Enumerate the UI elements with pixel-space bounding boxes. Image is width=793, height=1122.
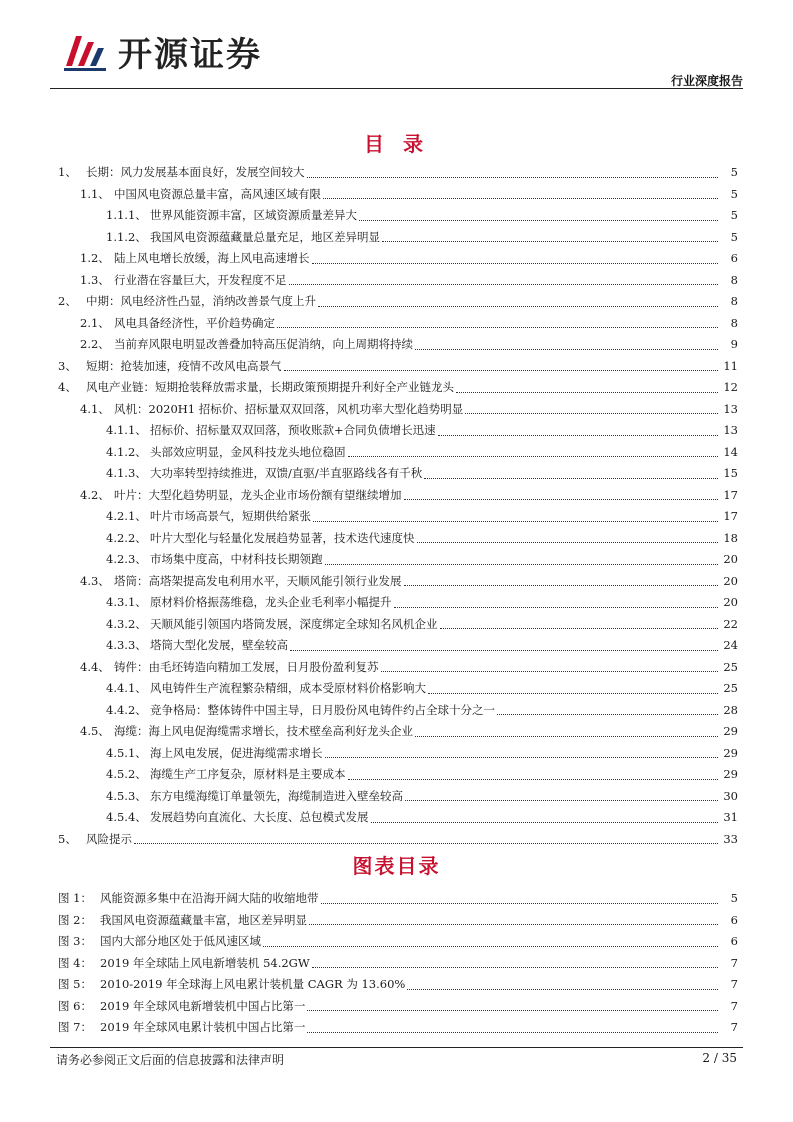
- toc-entry-number: 4.2.2、: [106, 530, 147, 545]
- toc-entry-page: 33: [723, 831, 738, 846]
- toc-entry-page: 30: [723, 788, 738, 803]
- toc-entry-text: 塔筒：高塔架提高发电利用水平，天顺风能引领行业发展: [114, 573, 402, 588]
- toc-entry-text: 短期：抢装加速，疫情不改风电高景气: [86, 358, 282, 373]
- toc-entry-page: 13: [723, 423, 738, 437]
- figure-entry-row[interactable]: [58, 953, 738, 975]
- toc-entry-row[interactable]: [58, 205, 738, 227]
- toc-entry-number: 1、: [58, 165, 77, 179]
- toc-entry-leader-dots: [465, 412, 718, 414]
- toc-entry-text: 风机：2020H1 招标价、招标量双双回落，风机功率大型化趋势明显: [114, 401, 464, 416]
- toc-entry-row[interactable]: [58, 829, 738, 851]
- page-header: [0, 0, 793, 90]
- toc-entry-row[interactable]: [58, 463, 738, 485]
- figure-entry-text: 2019 年全球风电新增装机中国占比第一: [100, 998, 306, 1013]
- toc-entry-leader-dots: [405, 799, 718, 801]
- toc-entry-text: 发展趋势向直流化、大长度、总包模式发展: [150, 810, 369, 824]
- toc-entry-leader-dots: [348, 455, 719, 457]
- figure-entry-leader-dots: [309, 923, 718, 925]
- figure-entry-text: 2010-2019 年全球海上风电累计装机量 CAGR 为 13.60%: [100, 977, 406, 991]
- toc-entry-text: 陆上风电增长放缓，海上风电高速增长: [114, 251, 310, 265]
- toc-entry-text: 招标价、招标量双双回落，预收账款+合同负债增长迅速: [150, 423, 436, 437]
- toc-entry-text: 中国风电资源总量丰富，高风速区域有限: [114, 186, 321, 201]
- toc-entry-page: 18: [723, 530, 738, 545]
- toc-entry-text: 铸件：由毛坯铸造向精加工发展，日月股份盈利复苏: [114, 659, 379, 674]
- toc-entry-number: 4.5.3、: [106, 788, 147, 803]
- toc-entry-number: 4.4.2、: [106, 702, 147, 717]
- toc-entry-page: 15: [723, 466, 738, 480]
- toc-entry-page: 25: [723, 659, 738, 674]
- toc-entry-row[interactable]: [58, 506, 738, 528]
- toc-entry-leader-dots: [134, 842, 718, 844]
- figure-entry-number: 图 6：: [58, 998, 92, 1013]
- toc-entry-page: 8: [730, 272, 738, 287]
- toc-entry-leader-dots: [415, 735, 718, 737]
- toc-entry-text: 风险提示: [86, 831, 132, 846]
- figure-entry-page: 7: [730, 1020, 738, 1034]
- toc-entry-leader-dots: [404, 498, 719, 500]
- toc-entry-number: 4.2、: [80, 487, 110, 502]
- toc-entry-number: 4.1.1、: [106, 423, 147, 437]
- toc-entry-page: 22: [723, 616, 738, 631]
- toc-entry-number: 4.1.3、: [106, 466, 147, 480]
- figure-entry-number: 图 7：: [58, 1020, 92, 1034]
- toc-entry-row[interactable]: [58, 721, 738, 743]
- toc-entry-leader-dots: [382, 240, 718, 242]
- toc-entry-row[interactable]: [58, 313, 738, 335]
- toc-entry-leader-dots: [438, 434, 718, 436]
- toc-entry-number: 1.1.2、: [106, 229, 147, 244]
- toc-entry-row[interactable]: [58, 162, 738, 184]
- toc-entry-number: 4.5.2、: [106, 767, 147, 781]
- figure-list: [58, 888, 738, 1039]
- toc-entry-row[interactable]: [58, 614, 738, 636]
- toc-entry-row[interactable]: [58, 399, 738, 421]
- toc-entry-text: 天顺风能引领国内塔筒发展，深度绑定全球知名风机企业: [150, 616, 438, 631]
- toc-entry-row[interactable]: [58, 377, 738, 399]
- toc-entry-text: 竞争格局：整体铸件中国主导，日月股份风电铸件约占全球十分之一: [150, 702, 495, 717]
- toc-entry-leader-dots: [325, 563, 719, 565]
- toc-entry-number: 1.1、: [80, 186, 110, 201]
- toc-entry-text: 海上风电发展，促进海缆需求增长: [150, 745, 323, 760]
- figure-entry-row[interactable]: [58, 931, 738, 953]
- footer-disclaimer: 请务必参阅正文后面的信息披露和法律声明: [56, 1053, 285, 1067]
- toc-entry-leader-dots: [415, 348, 718, 350]
- toc-entry-number: 1.1.1、: [106, 208, 147, 222]
- toc-entry-leader-dots: [456, 391, 718, 393]
- figure-entry-leader-dots: [307, 1031, 718, 1033]
- toc-entry-number: 1.2、: [80, 251, 110, 265]
- toc-entry-row[interactable]: [58, 700, 738, 722]
- figure-entry-page: 7: [730, 977, 738, 991]
- toc-entry-number: 3、: [58, 358, 77, 373]
- toc-entry-leader-dots: [323, 197, 718, 199]
- toc-entry-page: 9: [730, 337, 738, 351]
- figure-entry-row[interactable]: [58, 1017, 738, 1039]
- toc-entry-page: 24: [723, 638, 738, 652]
- toc-entry-leader-dots: [497, 713, 718, 715]
- toc-entry-number: 4.1、: [80, 401, 110, 416]
- toc-entry-number: 4.4、: [80, 659, 110, 674]
- toc-entry-text: 海缆生产工序复杂，原材料是主要成本: [150, 767, 346, 781]
- toc-entry-number: 4.3、: [80, 573, 110, 588]
- toc-entry-leader-dots: [371, 821, 719, 823]
- page-indicator: 2 / 35: [702, 1051, 737, 1065]
- toc-entry-page: 5: [730, 229, 738, 244]
- toc-entry-page: 14: [723, 444, 738, 459]
- figure-entry-page: 5: [730, 891, 738, 905]
- toc-entry-row[interactable]: [58, 764, 738, 786]
- toc-entry-text: 海缆：海上风电促海缆需求增长，技术壁垒高利好龙头企业: [114, 724, 413, 738]
- toc-entry-text: 风电产业链：短期抢装释放需求量，长期政策预期提升利好全产业链龙头: [86, 380, 454, 394]
- toc-entry-page: 5: [730, 165, 738, 179]
- toc-entry-row[interactable]: [58, 184, 738, 206]
- toc-entry-page: 29: [723, 767, 738, 781]
- toc-entry-leader-dots: [289, 283, 719, 285]
- toc-entry-row[interactable]: [58, 743, 738, 765]
- figure-entry-leader-dots: [321, 902, 719, 904]
- toc-entry-text: 头部效应明显，金风科技龙头地位稳固: [150, 444, 346, 459]
- toc-entry-page: 5: [730, 186, 738, 201]
- figure-entry-number: 图 4：: [58, 955, 92, 970]
- toc-entry-text: 行业潜在容量巨大，开发程度不足: [114, 272, 287, 287]
- toc-entry-row[interactable]: [58, 291, 738, 313]
- toc-entry-text: 风电具备经济性，平价趋势确定: [114, 315, 275, 330]
- toc-entry-leader-dots: [440, 627, 719, 629]
- toc-entry-row[interactable]: [58, 592, 738, 614]
- toc-entry-leader-dots: [312, 262, 719, 264]
- figure-entry-text: 2019 年全球风电累计装机中国占比第一: [100, 1020, 306, 1034]
- logo-text: 开源证券: [118, 34, 262, 75]
- toc-entry-number: 2.1、: [80, 315, 110, 330]
- toc-entry-page: 25: [723, 681, 738, 695]
- toc-entry-page: 31: [723, 810, 738, 824]
- toc-entry-page: 17: [723, 509, 738, 523]
- toc-entry-text: 世界风能资源丰富，区域资源质量差异大: [150, 208, 357, 222]
- toc-entry-page: 28: [723, 702, 738, 717]
- toc-entry-page: 8: [730, 294, 738, 308]
- figure-entry-page: 6: [730, 934, 738, 948]
- toc-entry-row[interactable]: [58, 227, 738, 249]
- toc-entry-leader-dots: [348, 778, 719, 780]
- figure-entry-leader-dots: [407, 988, 718, 990]
- toc-entry-row[interactable]: [58, 678, 738, 700]
- figure-entry-page: 7: [730, 998, 738, 1013]
- figure-entry-row[interactable]: [58, 910, 738, 932]
- toc-entry-leader-dots: [284, 369, 719, 371]
- figure-entry-number: 图 5：: [58, 977, 92, 991]
- toc-entry-text: 叶片：大型化趋势明显，龙头企业市场份额有望继续增加: [114, 487, 402, 502]
- toc-entry-row[interactable]: [58, 549, 738, 571]
- toc-entry-number: 5、: [58, 831, 77, 846]
- toc-entry-page: 13: [723, 401, 738, 416]
- toc-entry-row[interactable]: [58, 786, 738, 808]
- toc-entry-text: 原材料价格振荡维稳，龙头企业毛利率小幅提升: [150, 595, 392, 609]
- figure-entry-row[interactable]: [58, 888, 738, 910]
- figure-entry-text: 我国风电资源蕴藏量丰富，地区差异明显: [100, 912, 307, 927]
- header-divider: [50, 88, 743, 89]
- toc-entry-leader-dots: [277, 326, 718, 328]
- toc-entry-number: 1.3、: [80, 272, 110, 287]
- toc-entry-leader-dots: [325, 756, 719, 758]
- toc-entry-leader-dots: [394, 606, 719, 608]
- toc-entry-row[interactable]: [58, 334, 738, 356]
- toc-entry-leader-dots: [424, 477, 718, 479]
- toc-entry-page: 6: [730, 251, 738, 265]
- figure-entry-leader-dots: [307, 1009, 718, 1011]
- figure-entry-text: 国内大部分地区处于低风速区域: [100, 934, 261, 948]
- toc-entry-number: 2.2、: [80, 337, 110, 351]
- toc-entry-page: 11: [723, 358, 738, 373]
- toc-entry-leader-dots: [359, 219, 718, 221]
- toc-entry-leader-dots: [313, 520, 718, 522]
- logo-mark-icon: [62, 28, 108, 74]
- figure-entry-row[interactable]: [58, 996, 738, 1018]
- company-logo: [62, 26, 262, 76]
- toc-entry-text: 市场集中度高，中材科技长期领跑: [150, 552, 323, 566]
- toc-entry-page: 29: [723, 724, 738, 738]
- figure-entry-page: 6: [730, 912, 738, 927]
- footer-divider: [50, 1047, 743, 1048]
- toc-entry-text: 塔筒大型化发展，壁垒较高: [150, 638, 288, 652]
- toc-entry-number: 4.5、: [80, 724, 110, 738]
- toc-entry-number: 4.5.4、: [106, 810, 147, 824]
- toc-entry-number: 4.2.1、: [106, 509, 147, 523]
- toc-entry-page: 8: [730, 315, 738, 330]
- toc-entry-leader-dots: [404, 584, 719, 586]
- toc-entry-row[interactable]: [58, 807, 738, 829]
- toc-entry-number: 4.3.3、: [106, 638, 147, 652]
- figure-entry-number: 图 2：: [58, 912, 92, 927]
- toc-entry-text: 我国风电资源蕴藏量总量充足，地区差异明显: [150, 229, 380, 244]
- toc-entry-number: 4.4.1、: [106, 681, 147, 695]
- toc-entry-text: 长期：风力发展基本面良好，发展空间较大: [86, 165, 305, 179]
- toc-entry-page: 20: [723, 552, 738, 566]
- report-type-label: 行业深度报告: [670, 74, 743, 88]
- toc-entry-leader-dots: [428, 692, 718, 694]
- toc-entry-leader-dots: [307, 176, 719, 178]
- toc-entry-row[interactable]: [58, 420, 738, 442]
- toc-entry-page: 20: [723, 595, 738, 609]
- toc-entry-page: 12: [723, 380, 738, 394]
- toc-entry-number: 4.2.3、: [106, 552, 147, 566]
- toc-entry-number: 4、: [58, 380, 77, 394]
- figure-entry-row[interactable]: [58, 974, 738, 996]
- toc-entry-row[interactable]: [58, 356, 738, 378]
- toc-entry-page: 29: [723, 745, 738, 760]
- toc-entry-leader-dots: [381, 670, 719, 672]
- toc-entry-text: 当前弃风限电明显改善叠加特高压促消纳，向上周期将持续: [114, 337, 413, 351]
- toc-entry-leader-dots: [417, 541, 719, 543]
- figure-entry-number: 图 3：: [58, 934, 92, 948]
- toc-entry-text: 中期：风电经济性凸显，消纳改善景气度上升: [86, 294, 316, 308]
- figure-list-title: 图表目录: [352, 854, 441, 878]
- figure-entry-leader-dots: [312, 966, 718, 968]
- toc-entry-number: 2、: [58, 294, 77, 308]
- toc-entry-row[interactable]: [58, 571, 738, 593]
- figure-entry-number: 图 1：: [58, 891, 92, 905]
- toc-entry-number: 4.3.2、: [106, 616, 147, 631]
- toc-entry-text: 叶片市场高景气，短期供给紧张: [150, 509, 311, 523]
- toc-entry-leader-dots: [318, 305, 718, 307]
- toc-entry-row[interactable]: [58, 635, 738, 657]
- toc-entry-row[interactable]: [58, 528, 738, 550]
- toc-entry-number: 4.1.2、: [106, 444, 147, 459]
- toc-entry-row[interactable]: [58, 657, 738, 679]
- toc-entry-text: 叶片大型化与轻量化发展趋势显著，技术迭代速度快: [150, 530, 415, 545]
- toc-entry-page: 17: [723, 487, 738, 502]
- toc-entry-row[interactable]: [58, 248, 738, 270]
- figure-entry-leader-dots: [263, 945, 718, 947]
- toc-entry-text: 风电铸件生产流程繁杂精细，成本受原材料价格影响大: [150, 681, 426, 695]
- toc-entry-page: 5: [730, 208, 738, 222]
- toc-entry-text: 东方电缆海缆订单量领先，海缆制造进入壁垒较高: [150, 788, 403, 803]
- figure-entry-text: 风能资源多集中在沿海开阔大陆的收缩地带: [100, 891, 319, 905]
- toc-entry-row[interactable]: [58, 485, 738, 507]
- toc-title: 目 录: [364, 132, 429, 156]
- toc-entry-number: 4.3.1、: [106, 595, 147, 609]
- toc-entry-page: 20: [723, 573, 738, 588]
- figure-entry-text: 2019 年全球陆上风电新增装机 54.2GW: [100, 955, 310, 970]
- toc-entry-row[interactable]: [58, 270, 738, 292]
- toc-entry-number: 4.5.1、: [106, 745, 147, 760]
- toc-entry-row[interactable]: [58, 442, 738, 464]
- toc-list: [58, 162, 738, 850]
- figure-entry-page: 7: [730, 955, 738, 970]
- toc-entry-text: 大功率转型持续推进，双馈/直驱/半直驱路线各有千秋: [150, 466, 423, 480]
- toc-entry-leader-dots: [290, 649, 718, 651]
